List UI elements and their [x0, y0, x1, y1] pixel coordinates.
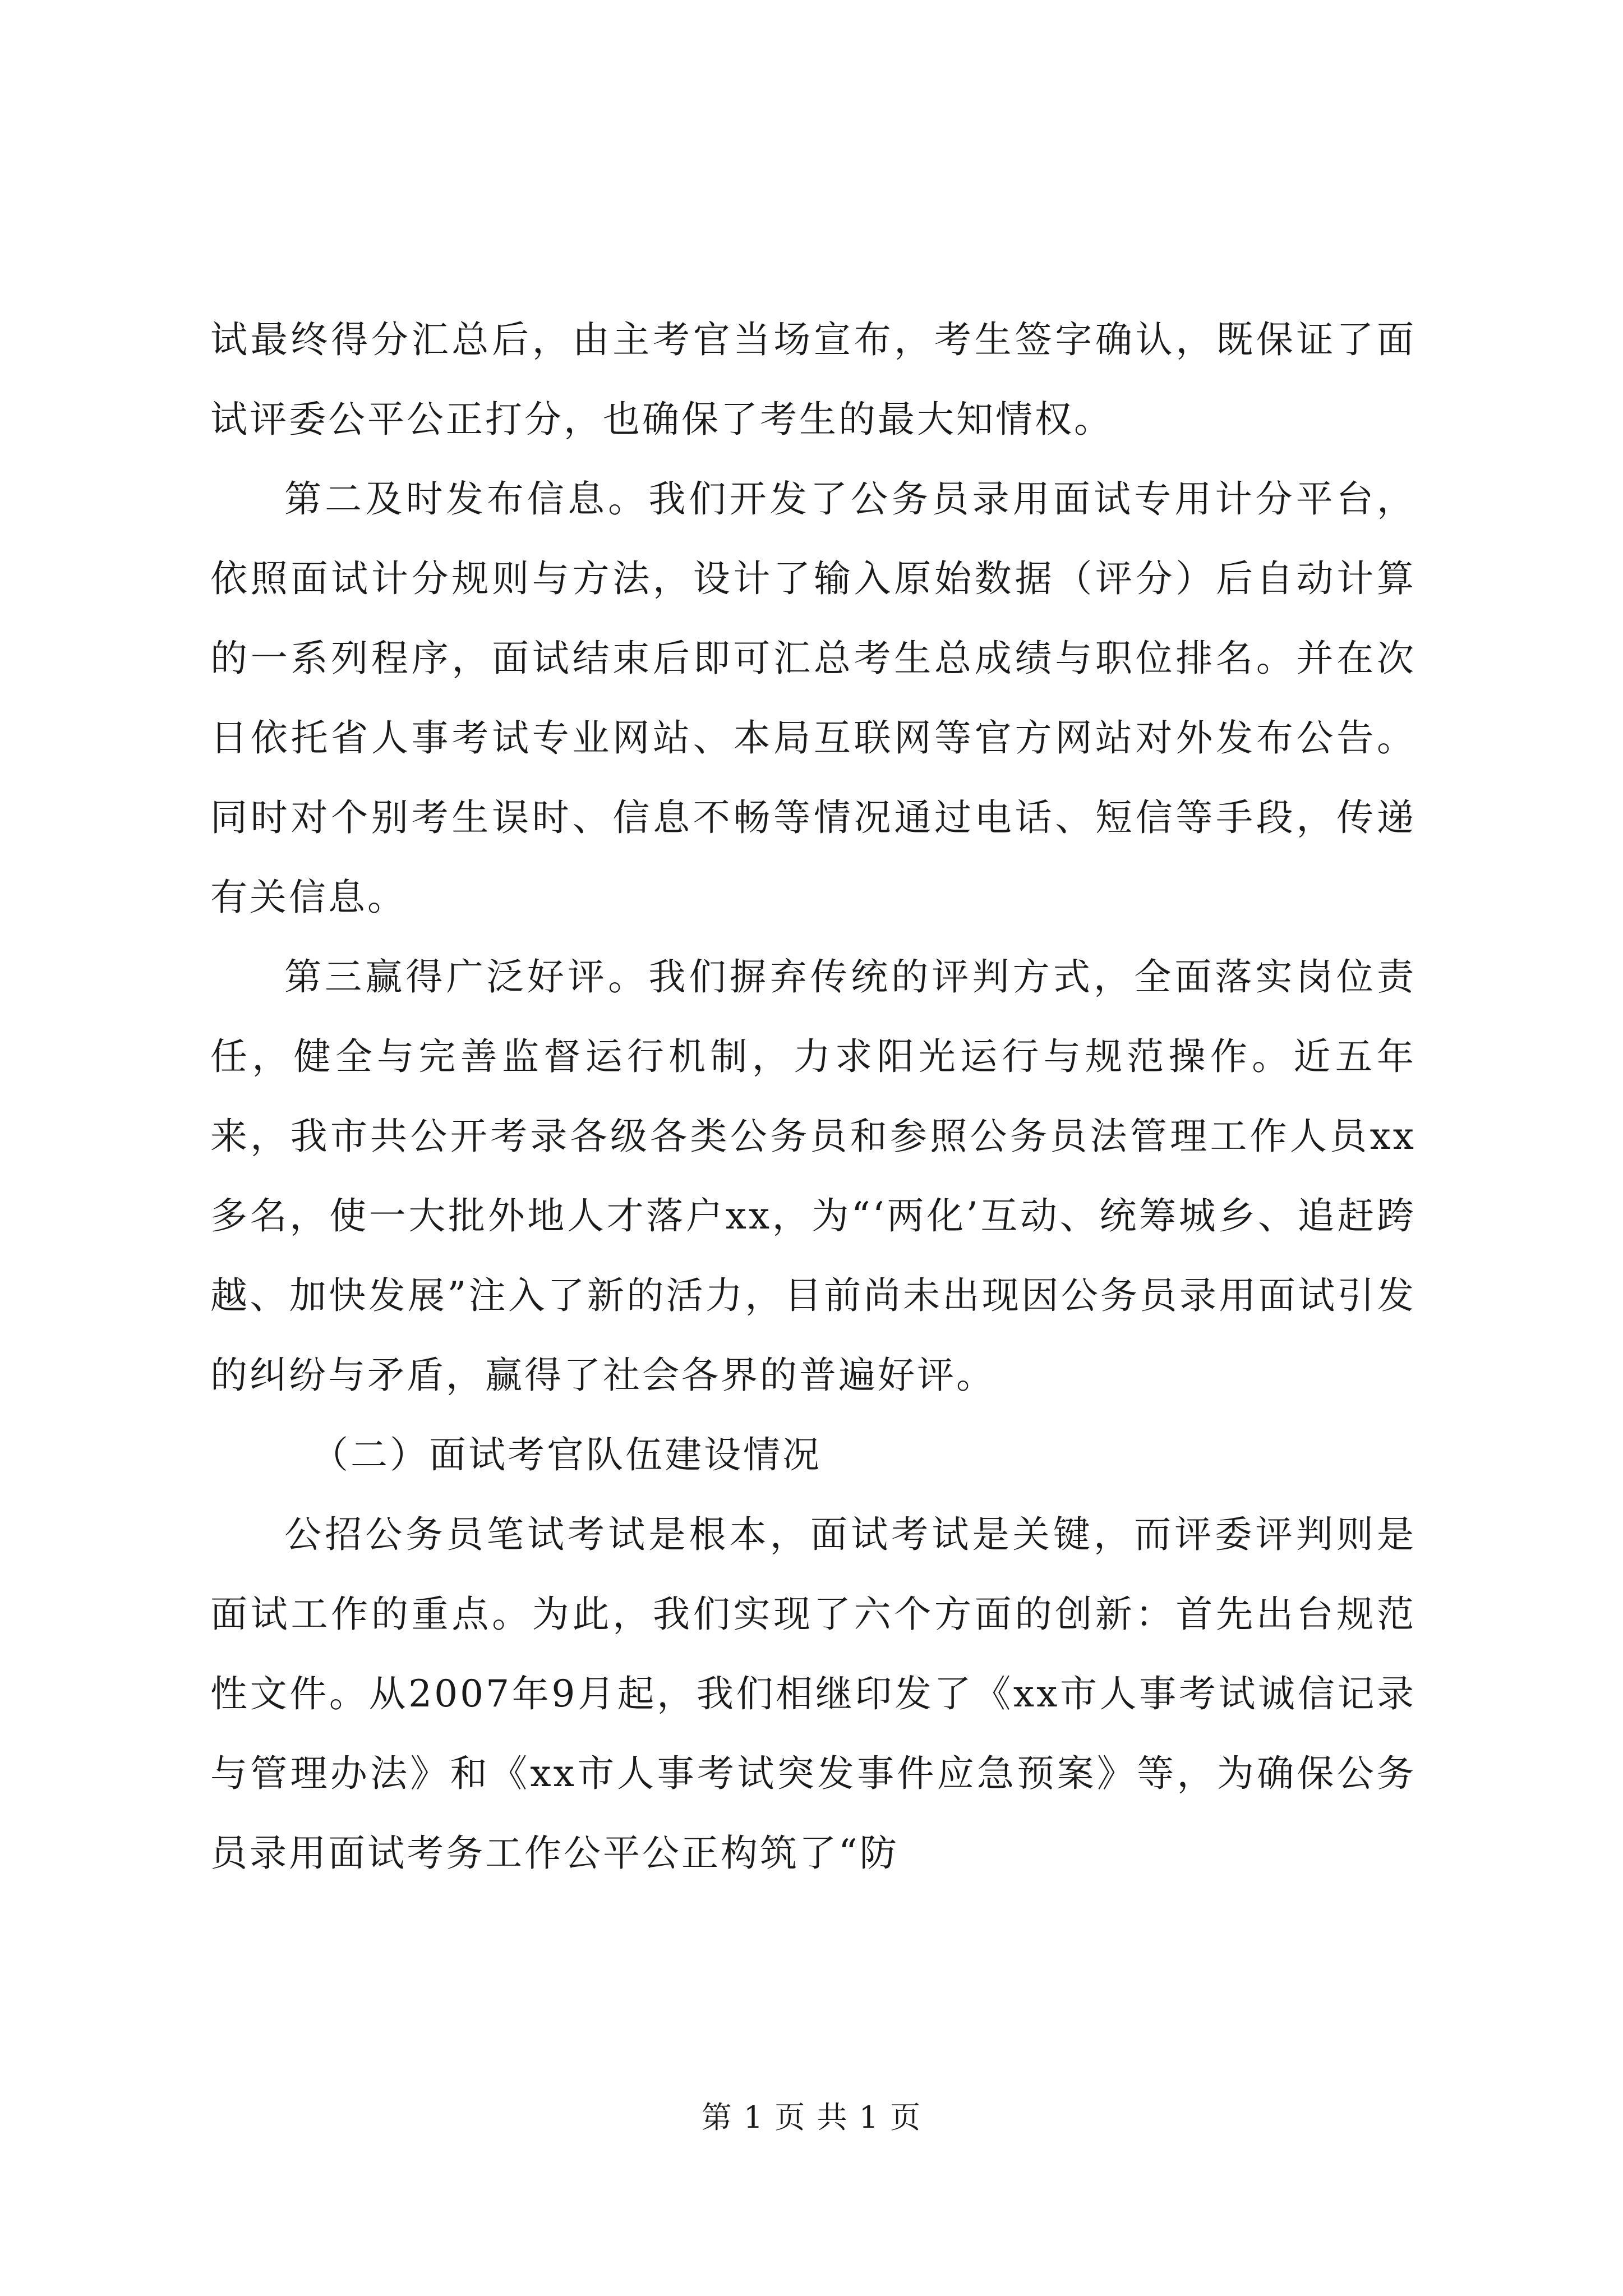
- section-subheading: （二）面试考官队伍建设情况: [311, 1433, 822, 1476]
- document-body: [210, 300, 1416, 1893]
- page-footer: 第 1 页 共 1 页: [701, 2100, 922, 2135]
- paragraph-examiner-team: 公招公务员笔试考试是根本，面试考试是关键，而评委评判则是面试工作的重点。为此，我们实现了六个方面的创新：首先出台规范性文件。从2007年9月起，我们相继印发了《xx市人事考试诚信记录与管理办法》和《xx市人事考试突发事件应急预案》等，为确保公务员录用面试考务工作公平公正构筑了“防: [210, 1513, 1416, 1875]
- paragraph-continuation: 试最终得分汇总后，由主考官当场宣布，考生签字确认，既保证了面试评委公平公正打分，也确保了考生的最大知情权。: [210, 318, 1416, 441]
- paragraph-public-praise: 第三赢得广泛好评。我们摒弃传统的评判方式，全面落实岗位责任，健全与完善监督运行机制，力求阳光运行与规范操作。近五年来，我市共公开考录各级各类公务员和参照公务员法管理工作人员xx多名，使一大批外地人才落户xx，为“‘两化’互动、统筹城乡、追赶跨越、加快发展”注入了新的活力，目前尚未出现因公务员录用面试引发的纠纷与矛盾，赢得了社会各界的普遍好评。: [210, 955, 1416, 1397]
- paragraph-publish-info: 第二及时发布信息。我们开发了公务员录用面试专用计分平台，依照面试计分规则与方法，设计了输入原始数据（评分）后自动计算的一系列程序，面试结束后即可汇总考生总成绩与职位排名。并在次日依托省人事考试专业网站、本局互联网等官方网站对外发布公告。同时对个别考生误时、信息不畅等情况通过电话、短信等手段，传递有关信息。: [210, 477, 1416, 919]
